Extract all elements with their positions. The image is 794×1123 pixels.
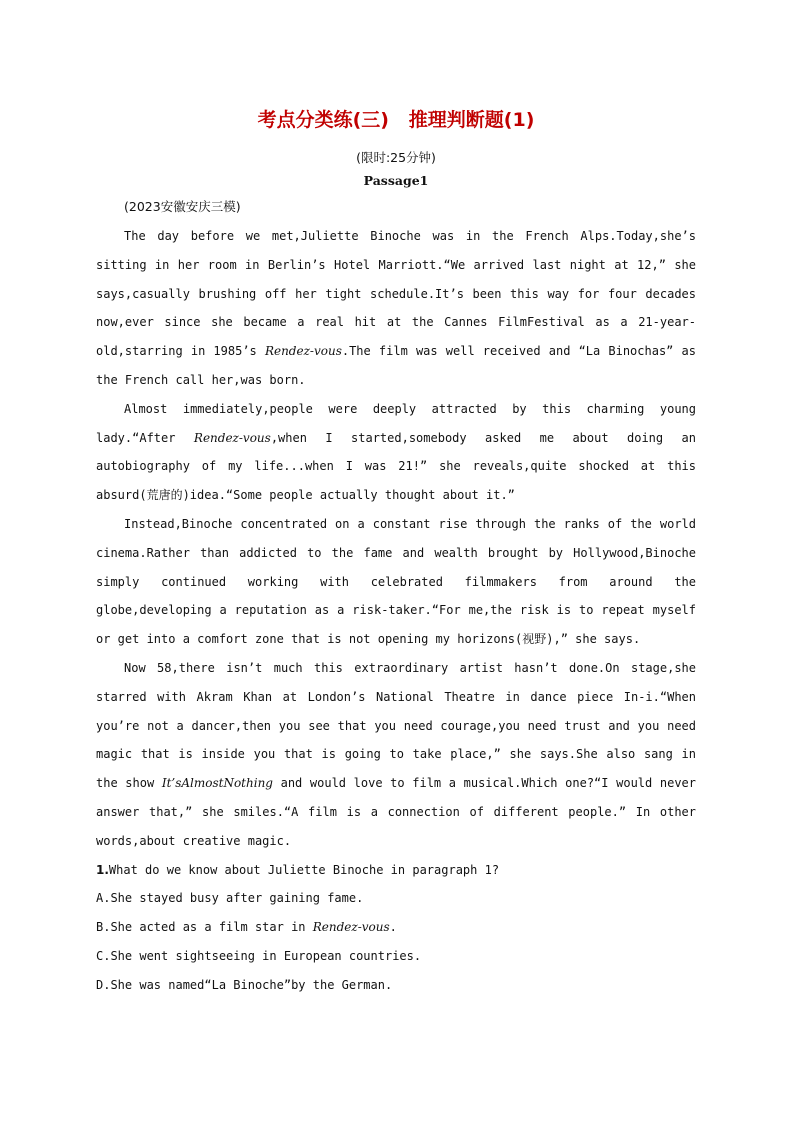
time-limit: (限时:25分钟)	[356, 150, 436, 165]
film-title: Rendez-vous	[193, 430, 271, 445]
option-a[interactable]: A.She stayed busy after gaining fame.	[96, 891, 364, 906]
page-title: 考点分类练(三) 推理判断题(1)	[257, 109, 535, 131]
paragraph-2	[96, 395, 696, 510]
paragraph-2-text-a: Almost immediately,people were deeply attracted by this charming young lady.“After	[96, 401, 696, 445]
paragraph-3: Instead,Binoche concentrated on a constant rise through the ranks of the world cinema.Rather than addicted to the fame and wealth brought by Hollywood,Binoche simply continued working with celebrated filmmakers from around the globe,developing a reputation as a risk-taker.“For me,the risk is to repeat myself or get into a comfort zone that is not opening my horizons(视野),” she says.	[96, 516, 696, 647]
document-page	[96, 104, 696, 1000]
option-b[interactable]	[96, 913, 696, 942]
paragraph-4-text-a: Now 58,there isn’t much this extraordinary artist hasn’t done.On stage,she starred with Akram Khan at London’s National Theatre in dance piece In-i.“When you’re not a dancer,then you see that you need courage,you need trust and you need magic that is inside you that is going to take place,” she says.She also sang in the show	[96, 660, 696, 791]
paragraph-4-text-b: and would love to film a musical.Which one?“I would never answer that,” she smiles.“A film is a connection of different people.” In other words,about creative magic.	[96, 776, 696, 848]
paragraph-2-text-b: ,when I started,somebody asked me about doing an autobiography of my life...when I was 21!” she reveals,quite shocked at this absurd(荒唐的)idea.“Some people actually thought about it.”	[96, 430, 697, 503]
question-number: 1.	[96, 862, 109, 877]
paragraph-1	[96, 222, 696, 395]
passage-source: (2023安徽安庆三模)	[124, 199, 241, 214]
paragraph-1-text-b: .The film was well received and “La Binochas” as the French call her,was born.	[96, 344, 697, 387]
question-stem: What do we know about Juliette Binoche in paragraph 1?	[108, 862, 500, 877]
paragraph-1-text-a: The day before we met,Juliette Binoche was in the French Alps.Today,she’s sitting in her room in Berlin’s Hotel Marriott.“We arrived last night at 12,” she says,casually brushing off her tight schedule.It’s been this way for four decades now,ever since she became a real hit at the Cannes FilmFestival as a 21-year-old,starring in 1985’s	[96, 229, 696, 359]
show-title: It’sAlmostNothing	[161, 776, 273, 791]
film-title: Rendez-vous	[312, 920, 390, 935]
passage-title: Passage1	[363, 173, 429, 188]
question-1	[96, 856, 696, 885]
option-c[interactable]: C.She went sightseeing in European countries.	[96, 948, 422, 963]
option-b-text: B.She acted as a film star in	[96, 920, 313, 935]
option-b-end: .	[389, 920, 397, 935]
paragraph-4	[96, 654, 696, 856]
film-title: Rendez-vous	[264, 344, 342, 359]
option-d[interactable]: D.She was named“La Binoche”by the German.	[96, 977, 393, 992]
